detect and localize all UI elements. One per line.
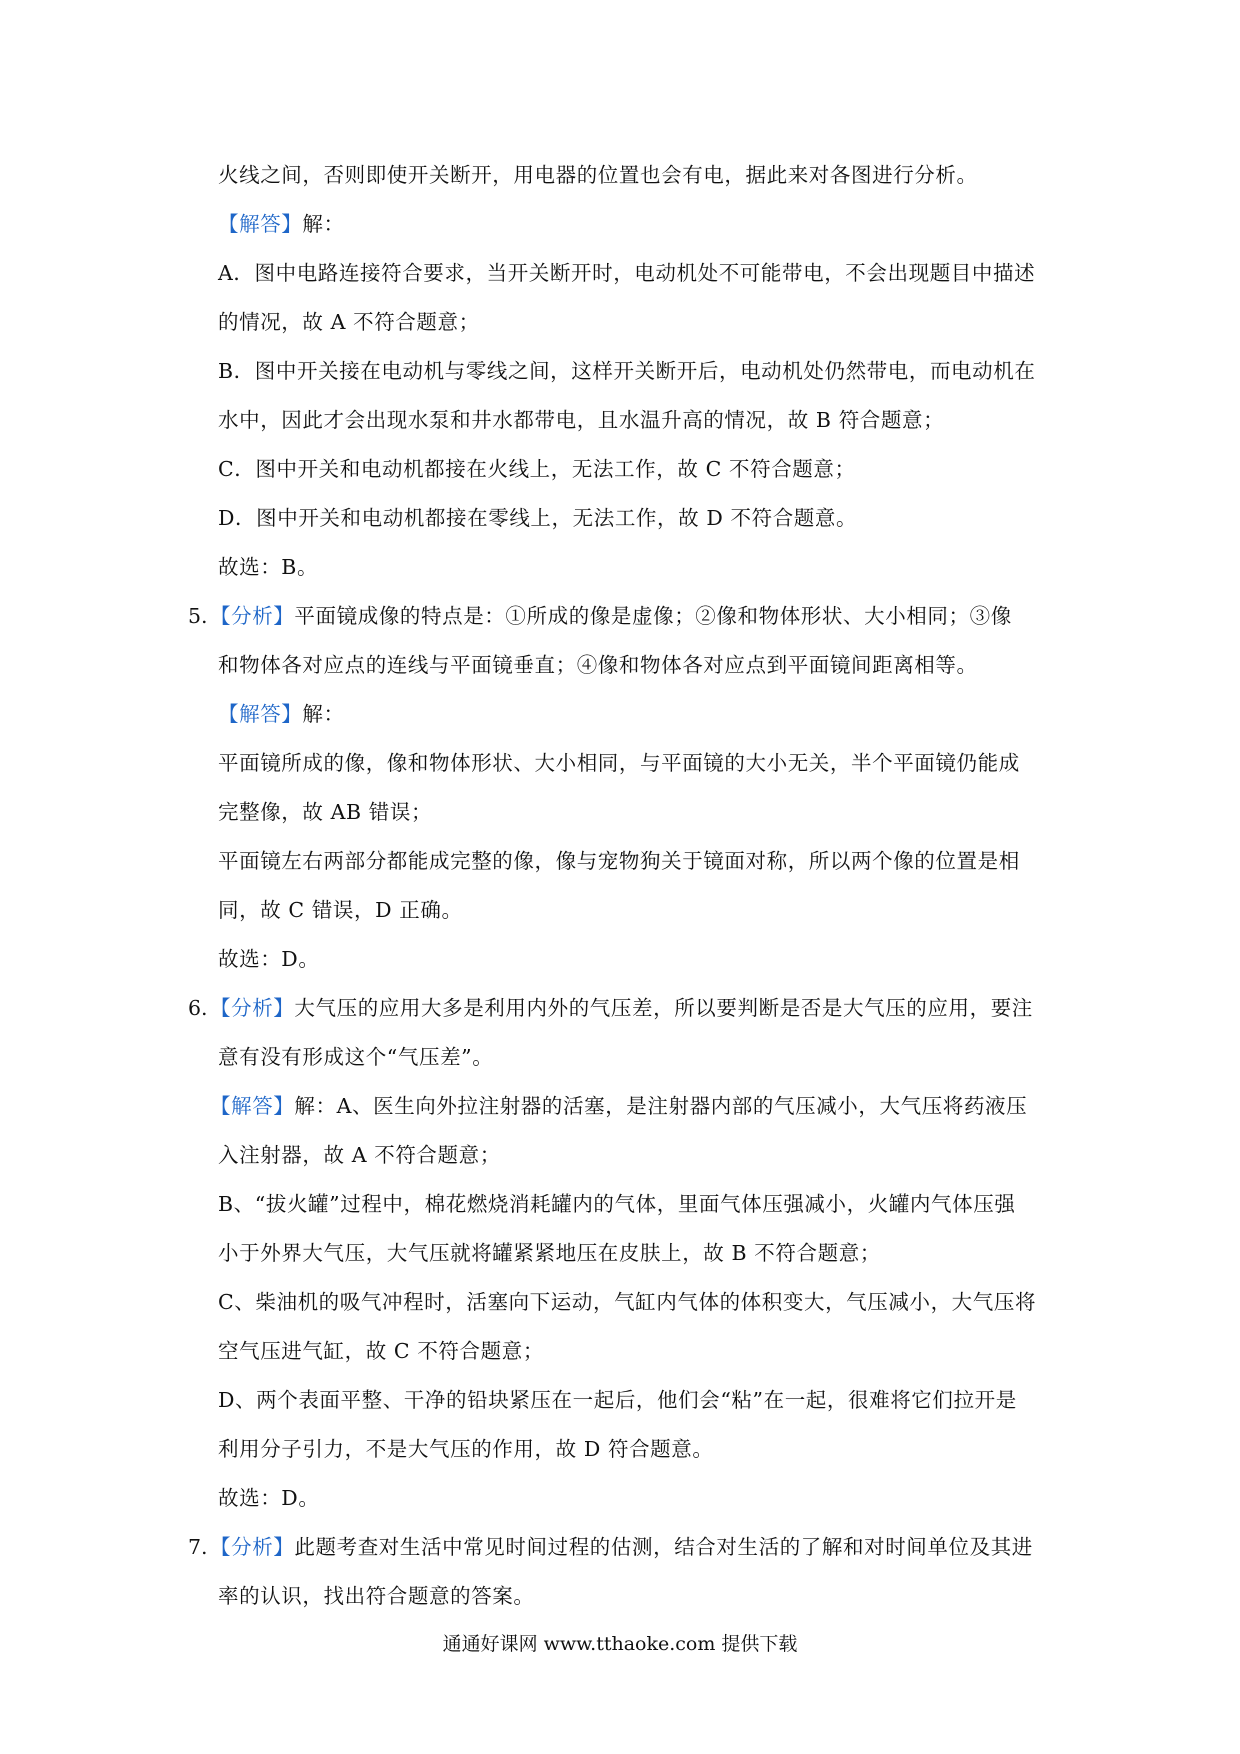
q5-number: 5. — [188, 604, 208, 628]
q6-solution-line2: 入注射器，故 A 不符合题意； — [218, 1143, 501, 1167]
q6-option-d-line2: 利用分子引力，不是大气压的作用，故 D 符合题意。 — [218, 1437, 714, 1461]
q5-solution-text: 解： — [302, 702, 345, 726]
q6-analysis-text: 大气压的应用大多是利用内外的气压差，所以要判断是否是大气压的应用，要注 — [294, 996, 1033, 1020]
q5-para2-line1: 平面镜左右两部分都能成完整的像，像与宠物狗关于镜面对称，所以两个像的位置是相 — [218, 849, 1020, 873]
q7-analysis-line2: 率的认识，找出符合题意的答案。 — [218, 1584, 535, 1608]
q6-solution-tag: 【解答】 — [210, 1094, 295, 1118]
q6-option-b-line1: B、“拔火罐”过程中，棉花燃烧消耗罐内的气体，里面气体压强减小，火罐内气体压强 — [218, 1192, 1016, 1216]
q5-analysis-tag: 【分析】 — [210, 604, 295, 628]
q7-analysis-line1 — [210, 1534, 1033, 1560]
q4-option-b-line2: 水中，因此才会出现水泵和井水都带电，且水温升高的情况，故 B 符合题意； — [218, 408, 945, 432]
q5-para1-line2: 完整像，故 AB 错误； — [218, 800, 433, 824]
q4-option-a-line2: 的情况，故 A 不符合题意； — [218, 310, 480, 334]
q4-analysis-line: 火线之间，否则即使开关断开，用电器的位置也会有电，据此来对各图进行分析。 — [218, 163, 978, 187]
q7-analysis-tag: 【分析】 — [210, 1535, 295, 1559]
q6-analysis-line1 — [210, 995, 1033, 1021]
q6-option-c-line1: C、柴油机的吸气冲程时，活塞向下运动，气缸内气体的体积变大，气压减小，大气压将 — [218, 1290, 1037, 1314]
q5-para2-line2: 同，故 C 错误，D 正确。 — [218, 898, 463, 922]
q4-solution-heading — [218, 211, 345, 237]
q4-option-a-line1: A．图中电路连接符合要求，当开关断开时，电动机处不可能带电，不会出现题目中描述 — [218, 261, 1036, 285]
q5-analysis-line2: 和物体各对应点的连线与平面镜垂直；④像和物体各对应点到平面镜间距离相等。 — [218, 653, 978, 677]
q5-solution-tag: 【解答】 — [218, 702, 303, 726]
q4-solution-text: 解： — [302, 212, 345, 236]
q6-option-c-line2: 空气压进气缸，故 C 不符合题意； — [218, 1339, 544, 1363]
q6-solution-line1 — [210, 1093, 1027, 1119]
q4-option-c: C．图中开关和电动机都接在火线上，无法工作，故 C 不符合题意； — [218, 457, 856, 481]
q7-analysis-text: 此题考查对生活中常见时间过程的估测，结合对生活的了解和对时间单位及其进 — [294, 1535, 1033, 1559]
q6-answer: 故选：D。 — [218, 1486, 320, 1510]
q4-option-d: D．图中开关和电动机都接在零线上，无法工作，故 D 不符合题意。 — [218, 506, 858, 530]
q5-answer: 故选：D。 — [218, 947, 320, 971]
q5-analysis-line1 — [210, 603, 1012, 629]
q6-solution-text: 解：A、医生向外拉注射器的活塞，是注射器内部的气压减小，大气压将药液压 — [294, 1094, 1028, 1118]
q6-option-d-line1: D、两个表面平整、干净的铅块紧压在一起后，他们会“粘”在一起，很难将它们拉开是 — [218, 1388, 1017, 1412]
q7-number: 7. — [188, 1535, 208, 1559]
q4-answer: 故选：B。 — [218, 555, 319, 579]
q6-number: 6. — [188, 996, 208, 1020]
q5-analysis-text: 平面镜成像的特点是：①所成的像是虚像；②像和物体形状、大小相同；③像 — [294, 604, 1012, 628]
q4-option-b-line1: B．图中开关接在电动机与零线之间，这样开关断开后，电动机处仍然带电，而电动机在 — [218, 359, 1036, 383]
q5-para1-line1: 平面镜所成的像，像和物体形状、大小相同，与平面镜的大小无关，半个平面镜仍能成 — [218, 751, 1020, 775]
q4-solution-tag: 【解答】 — [218, 212, 303, 236]
q6-analysis-tag: 【分析】 — [210, 996, 295, 1020]
q6-analysis-line2: 意有没有形成这个“气压差”。 — [218, 1045, 494, 1069]
q5-solution-heading — [218, 701, 345, 727]
q6-option-b-line2: 小于外界大气压，大气压就将罐紧紧地压在皮肤上，故 B 不符合题意； — [218, 1241, 881, 1265]
page-footer: 通通好课网 www.tthaoke.com 提供下载 — [442, 1633, 798, 1655]
